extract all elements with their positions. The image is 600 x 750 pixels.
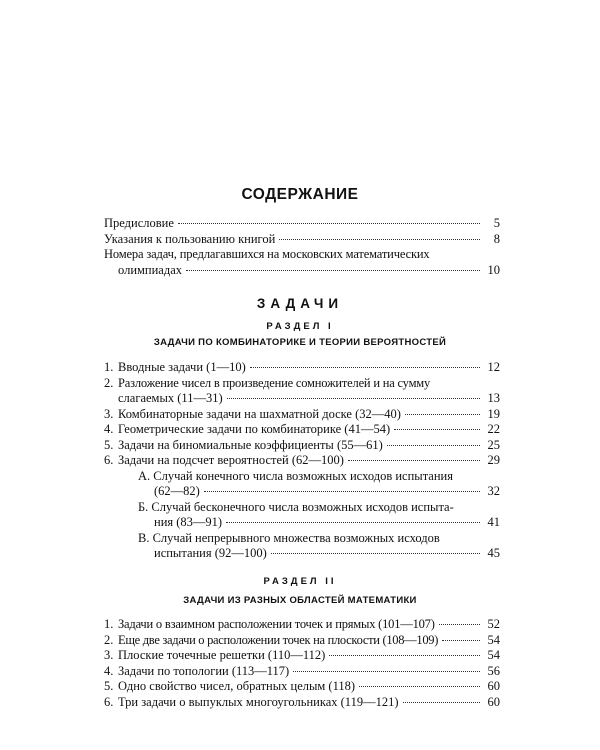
dot-leader [186,270,480,271]
entry-text: Одно свойство чисел, обратных целым (118) [118,679,356,693]
toc-entry [104,679,500,695]
entry-page: 56 [487,663,500,678]
entry-page: 22 [487,422,500,436]
entry-text: Номера задач, предлагавшихся на московских математических [104,247,430,261]
dot-leader [394,429,480,430]
dot-leader [250,367,480,368]
tasks-heading: ЗАДАЧИ [256,296,344,311]
toc-entry-preface [104,216,500,232]
entry-text: Задачи на подсчет вероятностей (62—100) [118,453,344,467]
subentry-text-cont: (62—82) [154,484,200,498]
entry-page: 45 [487,546,500,560]
entry-page: 5 [493,216,500,230]
entry-text: Предисловие [104,216,174,230]
entry-text: Задачи по топологии (113—117) [118,663,290,678]
entry-number: 1. [104,360,114,374]
toc-subentry [104,500,500,516]
entry-page: 12 [487,360,500,374]
dot-leader [359,686,480,687]
entry-page: 19 [487,406,500,421]
toc-subentry-cont [104,515,500,531]
toc-entry-cont [104,391,500,407]
section1-label: РАЗДЕЛ I [266,321,334,332]
entry-number: 6. [104,453,114,467]
entry-page: 32 [487,484,500,498]
toc-subentry-cont [104,546,500,562]
entry-number: 5. [104,679,114,693]
section2-title: ЗАДАЧИ ИЗ РАЗНЫХ ОБЛАСТЕЙ МАТЕМАТИКИ [183,595,417,606]
toc-entry [104,360,500,376]
toc-entry-usage [104,232,500,248]
entry-page: 60 [487,679,500,693]
toc-entry [104,422,500,438]
front-matter [104,216,500,278]
entry-page: 41 [487,515,500,529]
subentry-text: А. Случай конечного числа возможных исходов испытания [138,468,453,483]
toc-subentry [104,531,500,547]
dot-leader [279,239,480,240]
dot-leader [226,522,480,523]
entry-text-cont: олимпиадах [118,262,183,277]
entry-number: 1. [104,617,114,631]
page-title: СОДЕРЖАНИЕ [241,186,359,203]
toc-entry [104,664,500,680]
toc-entry [104,453,500,469]
dot-leader [405,414,480,415]
entry-text: Плоские точечные решетки (110—112) [118,648,326,662]
entry-page: 8 [493,231,500,246]
subentry-text: В. Случай непрерывного множества возможных исходов [138,530,440,545]
dot-leader [293,671,480,672]
entry-number: 6. [104,694,114,709]
dot-leader [442,640,480,641]
dot-leader [439,624,480,625]
toc-subentry-cont [104,484,500,500]
entry-text: Еще две задачи о расположении точек на плоскости (108—109) [118,632,439,647]
toc-entry [104,695,500,711]
dot-leader [348,460,480,461]
entry-number: 5. [104,437,114,452]
dot-leader [271,553,480,554]
toc-entry [104,376,500,392]
entry-page: 52 [487,617,500,631]
entry-text: Комбинаторные задачи на шахматной доске (32—40) [118,406,401,421]
toc-entry [104,617,500,633]
toc-entry-olympiad [104,247,500,263]
entry-page: 13 [487,391,500,405]
dot-leader [227,398,480,399]
entry-text: Задачи о взаимном расположении точек и прямых (101—107) [118,617,435,631]
entry-page: 29 [487,453,500,467]
entry-number: 3. [104,406,114,421]
entry-number: 2. [104,375,114,390]
section1-title: ЗАДАЧИ ПО КОМБИНАТОРИКЕ И ТЕОРИИ ВЕРОЯТНОСТЕЙ [153,337,447,348]
toc-subentry [104,469,500,485]
toc-entry [104,407,500,423]
entry-number: 4. [104,663,114,678]
subentry-text-cont: испытания (92—100) [154,546,267,560]
entry-text: Указания к пользованию книгой [104,231,276,246]
entry-text-cont: слагаемых (11—31) [118,391,223,405]
entry-text: Задачи на биномиальные коэффициенты (55—61) [118,437,383,452]
entry-text: Геометрические задачи по комбинаторике (41—54) [118,422,391,436]
section1-list [104,360,500,562]
entry-text: Три задачи о выпуклых многоугольниках (119—121) [118,694,399,709]
subentry-text: Б. Случай бесконечного числа возможных исходов испыта- [138,499,454,514]
entry-text: Разложение чисел в произведение сомножителей и на сумму [118,375,431,390]
dot-leader [178,223,480,224]
section2-list [104,617,500,710]
entry-number: 3. [104,648,114,662]
entry-text: Вводные задачи (1—10) [118,360,246,374]
toc-entry [104,438,500,454]
entry-number: 2. [104,632,114,647]
dot-leader [403,702,481,703]
toc-entry [104,633,500,649]
dot-leader [204,491,480,492]
entry-number: 4. [104,422,114,436]
dot-leader [329,655,480,656]
subentry-text-cont: ния (83—91) [154,515,223,529]
entry-page: 25 [487,437,500,452]
entry-page: 54 [487,648,500,662]
toc-entry-olympiad-cont [104,263,500,279]
dot-leader [387,445,480,446]
section2-label: РАЗДЕЛ II [263,576,337,587]
entry-page: 54 [487,632,500,647]
entry-page: 10 [487,262,500,277]
toc-entry [104,648,500,664]
entry-page: 60 [487,694,500,709]
